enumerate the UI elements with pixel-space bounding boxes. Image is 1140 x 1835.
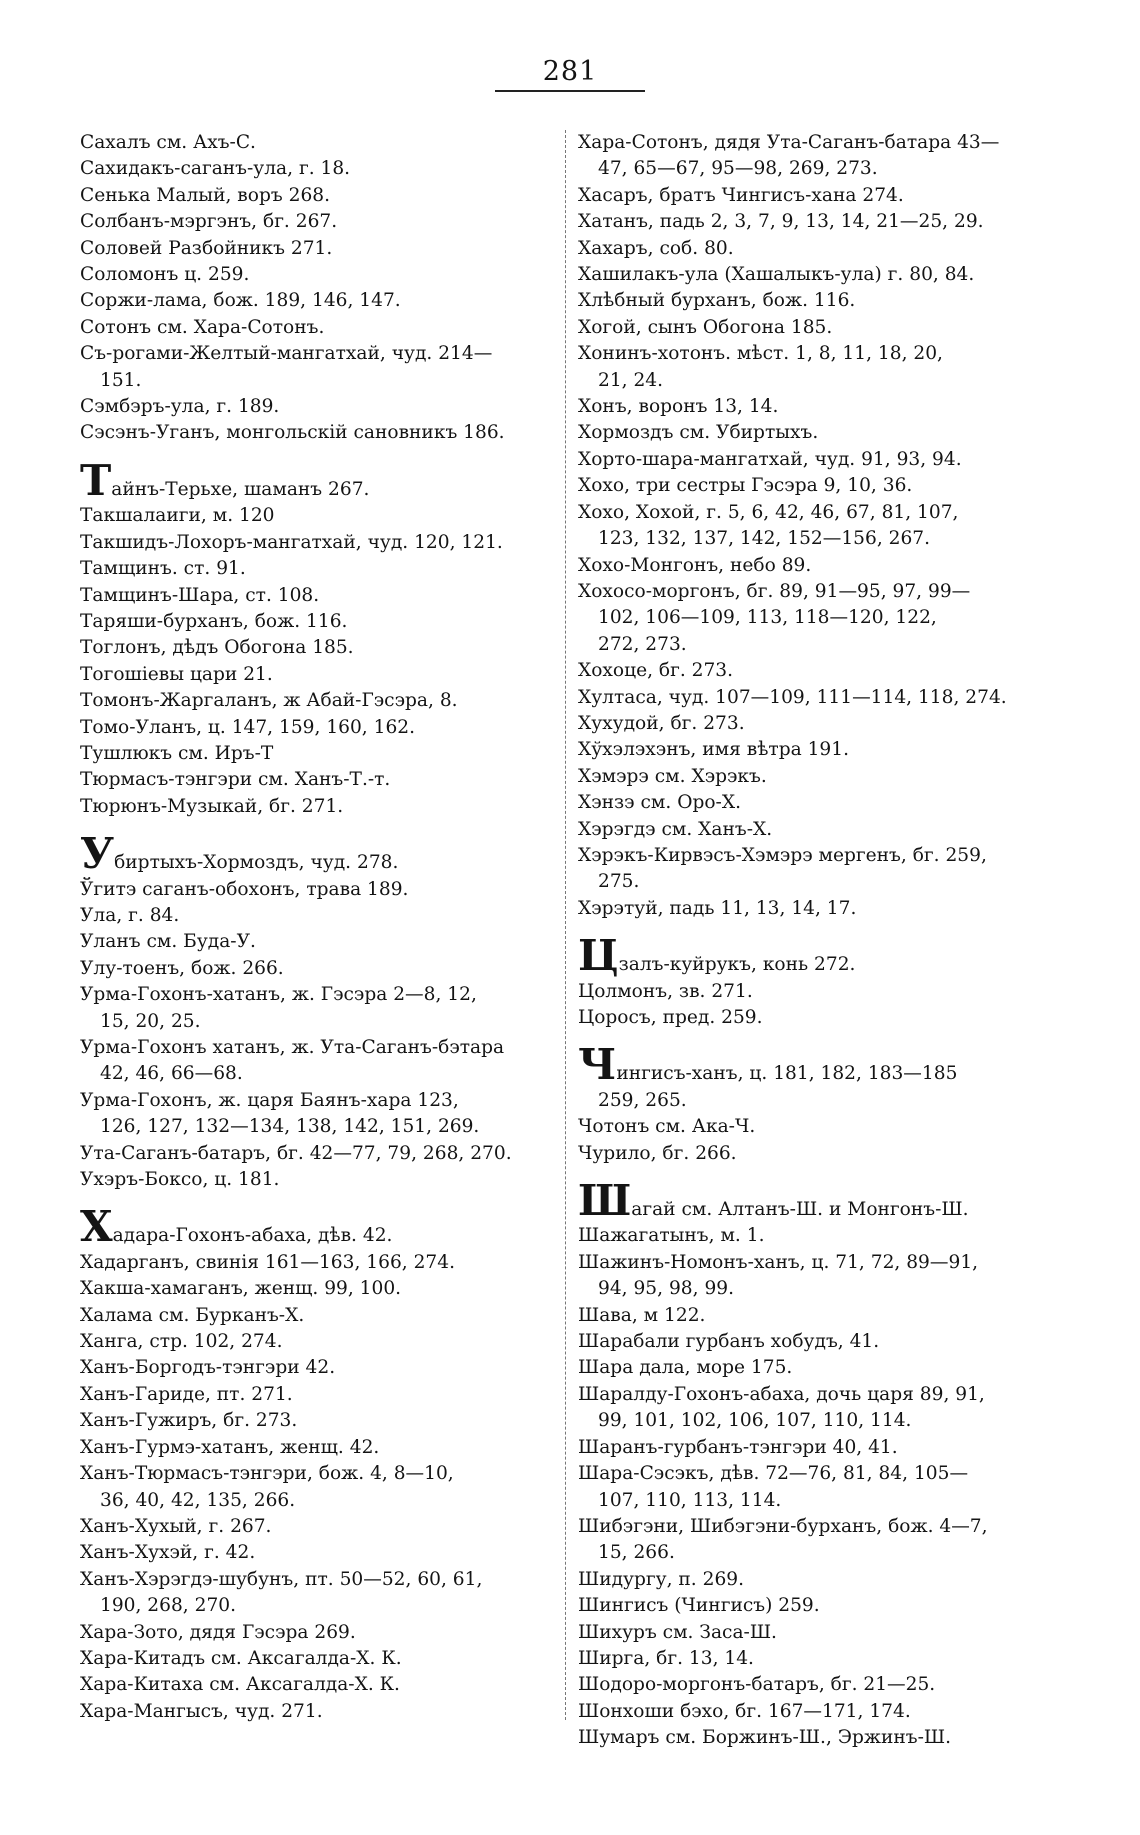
entry-text: Соржи-лама, бож. 189, 146, 147. <box>80 290 401 312</box>
entry-text: Ханъ-Тюрмасъ-тэнгэри, бож. 4, 8—10, <box>80 1463 454 1485</box>
entry-text: Таряши-бурханъ, бож. 116. <box>80 610 348 632</box>
entry-text: 151. <box>100 369 142 391</box>
entry-text: Сэсэнъ-Уганъ, монгольскій сановникъ 186. <box>80 422 505 444</box>
page-number: 281 <box>542 56 598 87</box>
index-entry <box>80 741 560 767</box>
entry-text: Шаранъ-гурбанъ-тэнгэри 40, 41. <box>578 1436 898 1458</box>
section-initial: Ш <box>578 1176 632 1226</box>
index-entry <box>578 130 1048 183</box>
index-entry <box>578 1620 1048 1646</box>
index-entry <box>578 1725 1048 1751</box>
entry-text: Съ-рогами-Желтый-мангатхай, чуд. 214— <box>80 343 493 365</box>
entry-text: Хохосо-моргонъ, бг. 89, 91—95, 97, 99— <box>578 580 971 602</box>
index-entry <box>80 903 560 929</box>
entry-text: Хормоздъ см. Убиртыхъ. <box>578 422 819 444</box>
header-rule <box>495 90 645 92</box>
entry-text: Хара-Сотонъ, дядя Ута-Саганъ-батара 43— <box>578 132 1000 153</box>
entry-text: Тамщинъ-Шара, ст. 108. <box>80 584 320 606</box>
entry-text: Хэрэкъ-Кирвэсъ-Хэмэрэ мергенъ, бг. 259, <box>578 844 987 866</box>
index-entry <box>578 1114 1048 1140</box>
index-entry <box>578 1355 1048 1381</box>
index-entry <box>578 1514 1048 1567</box>
index-entry <box>578 1672 1048 1698</box>
entry-text: Хохо-Монгонъ, небо 89. <box>578 554 812 576</box>
index-entry <box>80 1514 560 1540</box>
entry-text: Такшалаиги, м. 120 <box>80 505 275 527</box>
entry-text: 21, 24. <box>598 369 664 391</box>
index-entry <box>578 1646 1048 1672</box>
entry-text: Сахалъ см. Ахъ-С. <box>80 132 256 153</box>
index-entry <box>80 530 560 556</box>
index-entry <box>80 583 560 609</box>
index-entry <box>80 1035 560 1088</box>
entry-text: биртыхъ-Хормоздъ, чуд. 278. <box>114 852 399 874</box>
entry-text: Ута-Саганъ-батаръ, бг. 42—77, 79, 268, 270. <box>80 1142 512 1164</box>
entry-text: Шаралду-Гохонъ-абаха, дочь царя 89, 91, <box>578 1383 985 1405</box>
entry-text: Сотонъ см. Хара-Сотонъ. <box>80 316 325 338</box>
entry-text: Ханъ-Боргодъ-тэнгэри 42. <box>80 1357 336 1379</box>
index-entry <box>80 929 560 955</box>
section-initial: Т <box>80 455 112 505</box>
index-entry <box>578 341 1048 394</box>
index-entry <box>80 1303 560 1329</box>
entry-text: Ўгитэ саганъ-обохонъ, трава 189. <box>80 878 409 900</box>
index-entry <box>80 1250 560 1276</box>
entry-text: 99, 101, 102, 106, 107, 110, 114. <box>598 1410 912 1432</box>
entry-text: Цоросъ, пред. 259. <box>578 1007 763 1028</box>
entry-text: Ханъ-Гариде, пт. 271. <box>80 1383 293 1405</box>
entry-text: Хэрэгдэ см. Ханъ-Х. <box>578 818 773 840</box>
index-entry <box>80 1088 560 1141</box>
index-entry <box>80 662 560 688</box>
entry-text: 15, 266. <box>598 1542 675 1564</box>
index-entry <box>80 1382 560 1408</box>
entry-text: 275. <box>598 871 640 893</box>
entry-text: Шажинъ-Номонъ-ханъ, ц. 71, 72, 89—91, <box>578 1251 979 1273</box>
left-index-column <box>80 130 560 1725</box>
index-entry <box>578 817 1048 843</box>
entry-text: Урма-Гохонъ-хатанъ, ж. Гэсэра 2—8, 12, <box>80 984 477 1006</box>
index-entry <box>578 1040 1048 1114</box>
entry-text: Ханга, стр. 102, 274. <box>80 1331 283 1353</box>
entry-text: Хасаръ, братъ Чингисъ-хана 274. <box>578 184 904 206</box>
entry-text: 36, 40, 42, 135, 266. <box>100 1489 296 1511</box>
entry-text: Хорто-шара-мангатхай, чуд. 91, 93, 94. <box>578 448 962 470</box>
index-entry <box>80 1567 560 1620</box>
entry-text: 42, 46, 66—68. <box>100 1063 243 1085</box>
index-entry <box>80 1167 560 1193</box>
entry-text: Хохо, Хохой, г. 5, 6, 42, 46, 67, 81, 107, <box>578 501 959 523</box>
entry-text: Тюрюнъ-Музыкай, бг. 271. <box>80 795 344 817</box>
entry-text: Хултаса, чуд. 107—109, 111—114, 118, 274. <box>578 686 1007 708</box>
entry-text: 107, 110, 113, 114. <box>598 1489 782 1511</box>
index-entry <box>80 236 560 262</box>
entry-text: Ханъ-Хэрэгдэ-шубунъ, пт. 50—52, 60, 61, <box>80 1568 483 1590</box>
entry-text: Тюрмасъ-тэнгэри см. Ханъ-Т.-т. <box>80 769 391 791</box>
entry-text: Хашилакъ-ула (Хашалыкъ-ула) г. 80, 84. <box>578 264 975 286</box>
entry-text: Сенька Малый, воръ 268. <box>80 184 331 206</box>
index-entry <box>578 500 1048 553</box>
entry-text: Урма-Гохонъ хатанъ, ж. Ута-Саганъ-бэтара <box>80 1037 505 1058</box>
index-entry <box>578 1593 1048 1619</box>
index-entry <box>578 685 1048 711</box>
index-entry <box>578 1382 1048 1435</box>
entry-text: 190, 268, 270. <box>100 1595 237 1617</box>
entry-text: айнъ-Терьхе, шаманъ 267. <box>111 478 370 500</box>
section-initial: Х <box>80 1202 113 1252</box>
index-entry <box>578 447 1048 473</box>
index-entry <box>578 1223 1048 1249</box>
column-divider <box>565 130 566 1720</box>
index-entry <box>578 711 1048 737</box>
entry-text: адара-Гохонъ-абаха, дѣв. 42. <box>112 1225 393 1247</box>
entry-text: Шингисъ (Чингисъ) 259. <box>578 1595 820 1617</box>
index-entry <box>80 1646 560 1672</box>
index-entry <box>80 183 560 209</box>
index-entry <box>80 794 560 820</box>
index-entry <box>578 1461 1048 1514</box>
entry-text: Хонъ, воронъ 13, 14. <box>578 396 779 418</box>
entry-text: Соломонъ ц. 259. <box>80 264 250 286</box>
entry-text: Солбанъ-мэргэнъ, бг. 267. <box>80 211 338 233</box>
entry-text: Хадарганъ, свинія 161—163, 166, 274. <box>80 1251 455 1273</box>
index-entry <box>578 183 1048 209</box>
entry-text: Чурило, бг. 266. <box>578 1142 737 1164</box>
index-entry <box>578 979 1048 1005</box>
entry-text: Хохо, три сестры Гэсэра 9, 10, 36. <box>578 475 913 497</box>
entry-text: Улу-тоенъ, бож. 266. <box>80 957 284 979</box>
entry-text: Хэрэтуй, падь 11, 13, 14, 17. <box>578 897 857 919</box>
index-entry <box>578 658 1048 684</box>
index-entry <box>578 843 1048 896</box>
entry-text: 15, 20, 25. <box>100 1010 201 1032</box>
index-entry <box>578 1141 1048 1167</box>
entry-text: 123, 132, 137, 142, 152—156, 267. <box>598 528 931 550</box>
index-entry <box>80 877 560 903</box>
entry-text: Хара-Зото, дядя Гэсэра 269. <box>80 1621 356 1643</box>
index-entry <box>80 767 560 793</box>
entry-text: агай см. Алтанъ-Ш. и Монгонъ-Ш. <box>631 1199 969 1221</box>
index-entry <box>80 1699 560 1725</box>
entry-text: Шарабали гурбанъ хобудъ, 41. <box>578 1331 880 1353</box>
index-entry <box>80 829 560 879</box>
entry-text: Шажагатынъ, м. 1. <box>578 1225 765 1247</box>
entry-text: Тушлюкъ см. Иръ-Т <box>80 742 274 764</box>
index-entry <box>578 931 1048 981</box>
index-entry <box>578 764 1048 790</box>
entry-text: Такшидъ-Лохоръ-мангатхай, чуд. 120, 121. <box>80 531 503 553</box>
entry-text: Шибэгэни, Шибэгэни-бурханъ, бож. 4—7, <box>578 1515 988 1537</box>
index-entry <box>578 790 1048 816</box>
index-entry <box>80 1329 560 1355</box>
index-entry <box>578 1176 1048 1226</box>
index-entry <box>578 420 1048 446</box>
entry-text: Ханъ-Гурмэ-хатанъ, женщ. 42. <box>80 1436 380 1458</box>
entry-text: Ширга, бг. 13, 14. <box>578 1647 754 1669</box>
index-entry <box>578 737 1048 763</box>
index-entry <box>80 1141 560 1167</box>
entry-text: Хўхэлэхэнъ, имя вѣтра 191. <box>578 739 850 761</box>
index-entry <box>578 553 1048 579</box>
index-entry <box>80 609 560 635</box>
index-entry <box>80 982 560 1035</box>
entry-text: Урма-Гохонъ, ж. царя Баянъ-хара 123, <box>80 1089 459 1111</box>
entry-text: Шара-Сэсэкъ, дѣв. 72—76, 81, 84, 105— <box>578 1463 969 1485</box>
entry-text: Томонъ-Жаргаланъ, ж Абай-Гэсэра, 8. <box>80 690 458 712</box>
index-entry <box>578 1435 1048 1461</box>
index-entry <box>578 315 1048 341</box>
section-initial: У <box>80 829 115 879</box>
entry-text: Хахаръ, соб. 80. <box>578 237 734 259</box>
entry-text: Ухэръ-Боксо, ц. 181. <box>80 1169 280 1191</box>
section-initial: Ц <box>578 931 619 981</box>
index-entry <box>80 1672 560 1698</box>
entry-text: 272, 273. <box>598 633 687 655</box>
entry-text: Хогой, сынъ Обогона 185. <box>578 316 833 338</box>
index-entry <box>80 420 560 446</box>
index-entry <box>80 1540 560 1566</box>
index-entry <box>80 1276 560 1302</box>
entry-text: Ханъ-Хухый, г. 267. <box>80 1515 272 1537</box>
index-entry <box>578 262 1048 288</box>
entry-text: Тоглонъ, дѣдъ Обогона 185. <box>80 637 354 659</box>
entry-text: Хохоце, бг. 273. <box>578 660 734 682</box>
entry-text: Шидургу, п. 269. <box>578 1568 745 1590</box>
entry-text: Хухудой, бг. 273. <box>578 712 745 734</box>
index-entry <box>80 130 560 156</box>
right-index-column <box>578 130 1048 1752</box>
entry-text: Хара-Китадъ см. Аксагалда-Х. К. <box>80 1647 402 1669</box>
entry-text: Халама см. Бурканъ-Х. <box>80 1304 305 1326</box>
index-entry <box>80 455 560 505</box>
index-entry <box>578 1567 1048 1593</box>
index-entry <box>80 1355 560 1381</box>
entry-text: Соловей Разбойникъ 271. <box>80 237 333 259</box>
index-entry <box>80 315 560 341</box>
index-entry <box>578 394 1048 420</box>
entry-text: Хэмэрэ см. Хэрэкъ. <box>578 765 767 787</box>
entry-text: Шонхоши бэхо, бг. 167—171, 174. <box>578 1700 911 1722</box>
index-entry <box>80 715 560 741</box>
entry-text: ингисъ-ханъ, ц. 181, 182, 183—185 <box>616 1063 958 1085</box>
entry-text: Хлѣбный бурханъ, бож. 116. <box>578 290 856 312</box>
index-entry <box>80 394 560 420</box>
entry-text: Сэмбэръ-ула, г. 189. <box>80 396 280 418</box>
index-entry <box>578 579 1048 658</box>
entry-text: Хатанъ, падь 2, 3, 7, 9, 13, 14, 21—25, 29. <box>578 211 984 233</box>
entry-text: Ханъ-Хухэй, г. 42. <box>80 1542 256 1564</box>
entry-text: 126, 127, 132—134, 138, 142, 151, 269. <box>100 1116 480 1138</box>
entry-text: залъ-куйрукъ, конь 272. <box>618 954 856 976</box>
entry-text: 94, 95, 98, 99. <box>598 1278 735 1300</box>
index-entry <box>578 209 1048 235</box>
entry-text: Хонинъ-хотонъ. мѣст. 1, 8, 11, 18, 20, <box>578 343 943 365</box>
index-entry <box>80 635 560 661</box>
index-entry <box>80 288 560 314</box>
entry-text: Хэнзэ см. Оро-Х. <box>578 792 741 814</box>
entry-text: Хара-Мангысъ, чуд. 271. <box>80 1700 323 1722</box>
entry-text: Тогошіевы цари 21. <box>80 663 273 685</box>
entry-text: Тамщинъ. ст. 91. <box>80 558 246 580</box>
index-entry <box>80 556 560 582</box>
index-entry <box>80 1435 560 1461</box>
entry-text: Ханъ-Гужиръ, бг. 273. <box>80 1410 298 1432</box>
index-entry <box>578 236 1048 262</box>
index-entry <box>80 341 560 394</box>
index-entry <box>80 503 560 529</box>
index-entry <box>578 1329 1048 1355</box>
index-entry <box>80 1408 560 1434</box>
entry-text: Хакша-хамаганъ, женщ. 99, 100. <box>80 1278 402 1300</box>
entry-text: 102, 106—109, 113, 118—120, 122, <box>598 607 937 629</box>
entry-text: Хара-Китаха см. Аксагалда-Х. К. <box>80 1674 400 1696</box>
entry-text: 47, 65—67, 95—98, 269, 273. <box>598 158 878 180</box>
entry-text: Шихуръ см. Заса-Ш. <box>578 1621 777 1643</box>
entry-text: Уланъ см. Буда-У. <box>80 931 256 953</box>
section-initial: Ч <box>578 1040 617 1090</box>
index-entry <box>578 896 1048 922</box>
index-entry <box>80 956 560 982</box>
index-entry <box>578 288 1048 314</box>
index-entry <box>578 1005 1048 1031</box>
index-entry <box>578 473 1048 499</box>
entry-text: Чотонъ см. Ака-Ч. <box>578 1116 756 1138</box>
entry-text: Шодоро-моргонъ-батаръ, бг. 21—25. <box>578 1674 936 1696</box>
index-entry <box>80 209 560 235</box>
index-entry <box>80 1461 560 1514</box>
entry-text: 259, 265. <box>598 1089 687 1111</box>
index-entry <box>578 1250 1048 1303</box>
index-entry <box>80 262 560 288</box>
index-entry <box>578 1699 1048 1725</box>
entry-text: Томо-Уланъ, ц. 147, 159, 160, 162. <box>80 716 416 738</box>
entry-text: Сахидакъ-саганъ-ула, г. 18. <box>80 158 351 180</box>
index-entry <box>80 688 560 714</box>
index-entry <box>80 156 560 182</box>
entry-text: Шумаръ см. Боржинъ-Ш., Эржинъ-Ш. <box>578 1727 952 1749</box>
entry-text: Шара дала, море 175. <box>578 1357 793 1379</box>
entry-text: Цолмонъ, зв. 271. <box>578 980 753 1002</box>
index-entry <box>80 1202 560 1252</box>
entry-text: Шава, м 122. <box>578 1304 706 1326</box>
index-entry <box>578 1303 1048 1329</box>
index-entry <box>80 1620 560 1646</box>
entry-text: Ула, г. 84. <box>80 904 180 926</box>
